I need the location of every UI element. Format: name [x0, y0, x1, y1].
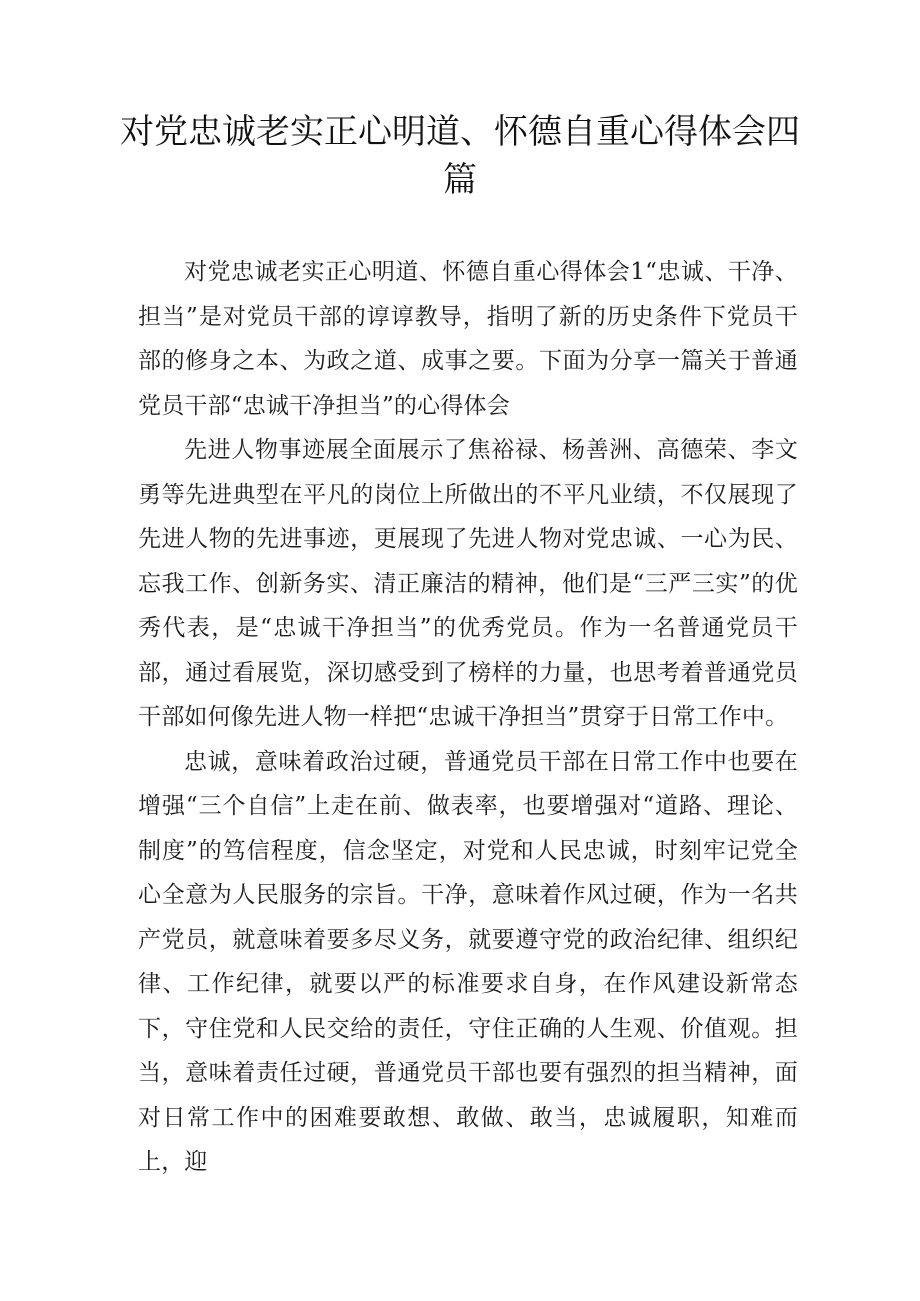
- paragraph-exhibition: 先进人物事迹展全面展示了焦裕禄、杨善洲、高德荣、李文勇等先进典型在平凡的岗位上所做出的不平凡业绩，不仅展现了先进人物的先进事迹，更展现了先进人物对党忠诚、一心为民、忘我工作、创新务实、清正廉洁的精神，他们是“三严三实”的优秀代表，是“忠诚干净担当”的优秀党员。作为一名普通党员干部，通过看展览，深切感受到了榜样的力量，也思考着普通党员干部如何像先进人物一样把“忠诚干净担当”贯穿于日常工作中。: [138, 437, 798, 730]
- paragraph-loyalty: 忠诚，意味着政治过硬，普通党员干部在日常工作中也要在增强“三个自信”上走在前、做表率，也要增强对“道路、理论、制度”的笃信程度，信念坚定，对党和人民忠诚，时刻牢记党全心全意为人民服务的宗旨。干净，意味着作风过硬，作为一名共产党员，就意味着要多尽义务，就要遵守党的政治纪律、组织纪律、工作纪律，就要以严的标准要求自身，在作风建设新常态下，守住党和人民交给的责任，守住正确的人生观、价值观。担当，意味着责任过硬，普通党员干部也要有强烈的担当精神，面对日常工作中的困难要敢想、敢做、敢当，忠诚履职，知难而上，迎: [138, 748, 798, 1175]
- document-body: [138, 250, 798, 1185]
- document-title: 对党忠诚老实正心明道、怀德自重心得体会四篇: [120, 112, 800, 200]
- paragraph-intro: 对党忠诚老实正心明道、怀德自重心得体会1“忠诚、干净、担当”是对党员干部的谆谆教导，指明了新的历史条件下党员干部的修身之本、为政之道、成事之要。下面为分享一篇关于普通党员干部“忠诚干净担当”的心得体会: [138, 259, 798, 419]
